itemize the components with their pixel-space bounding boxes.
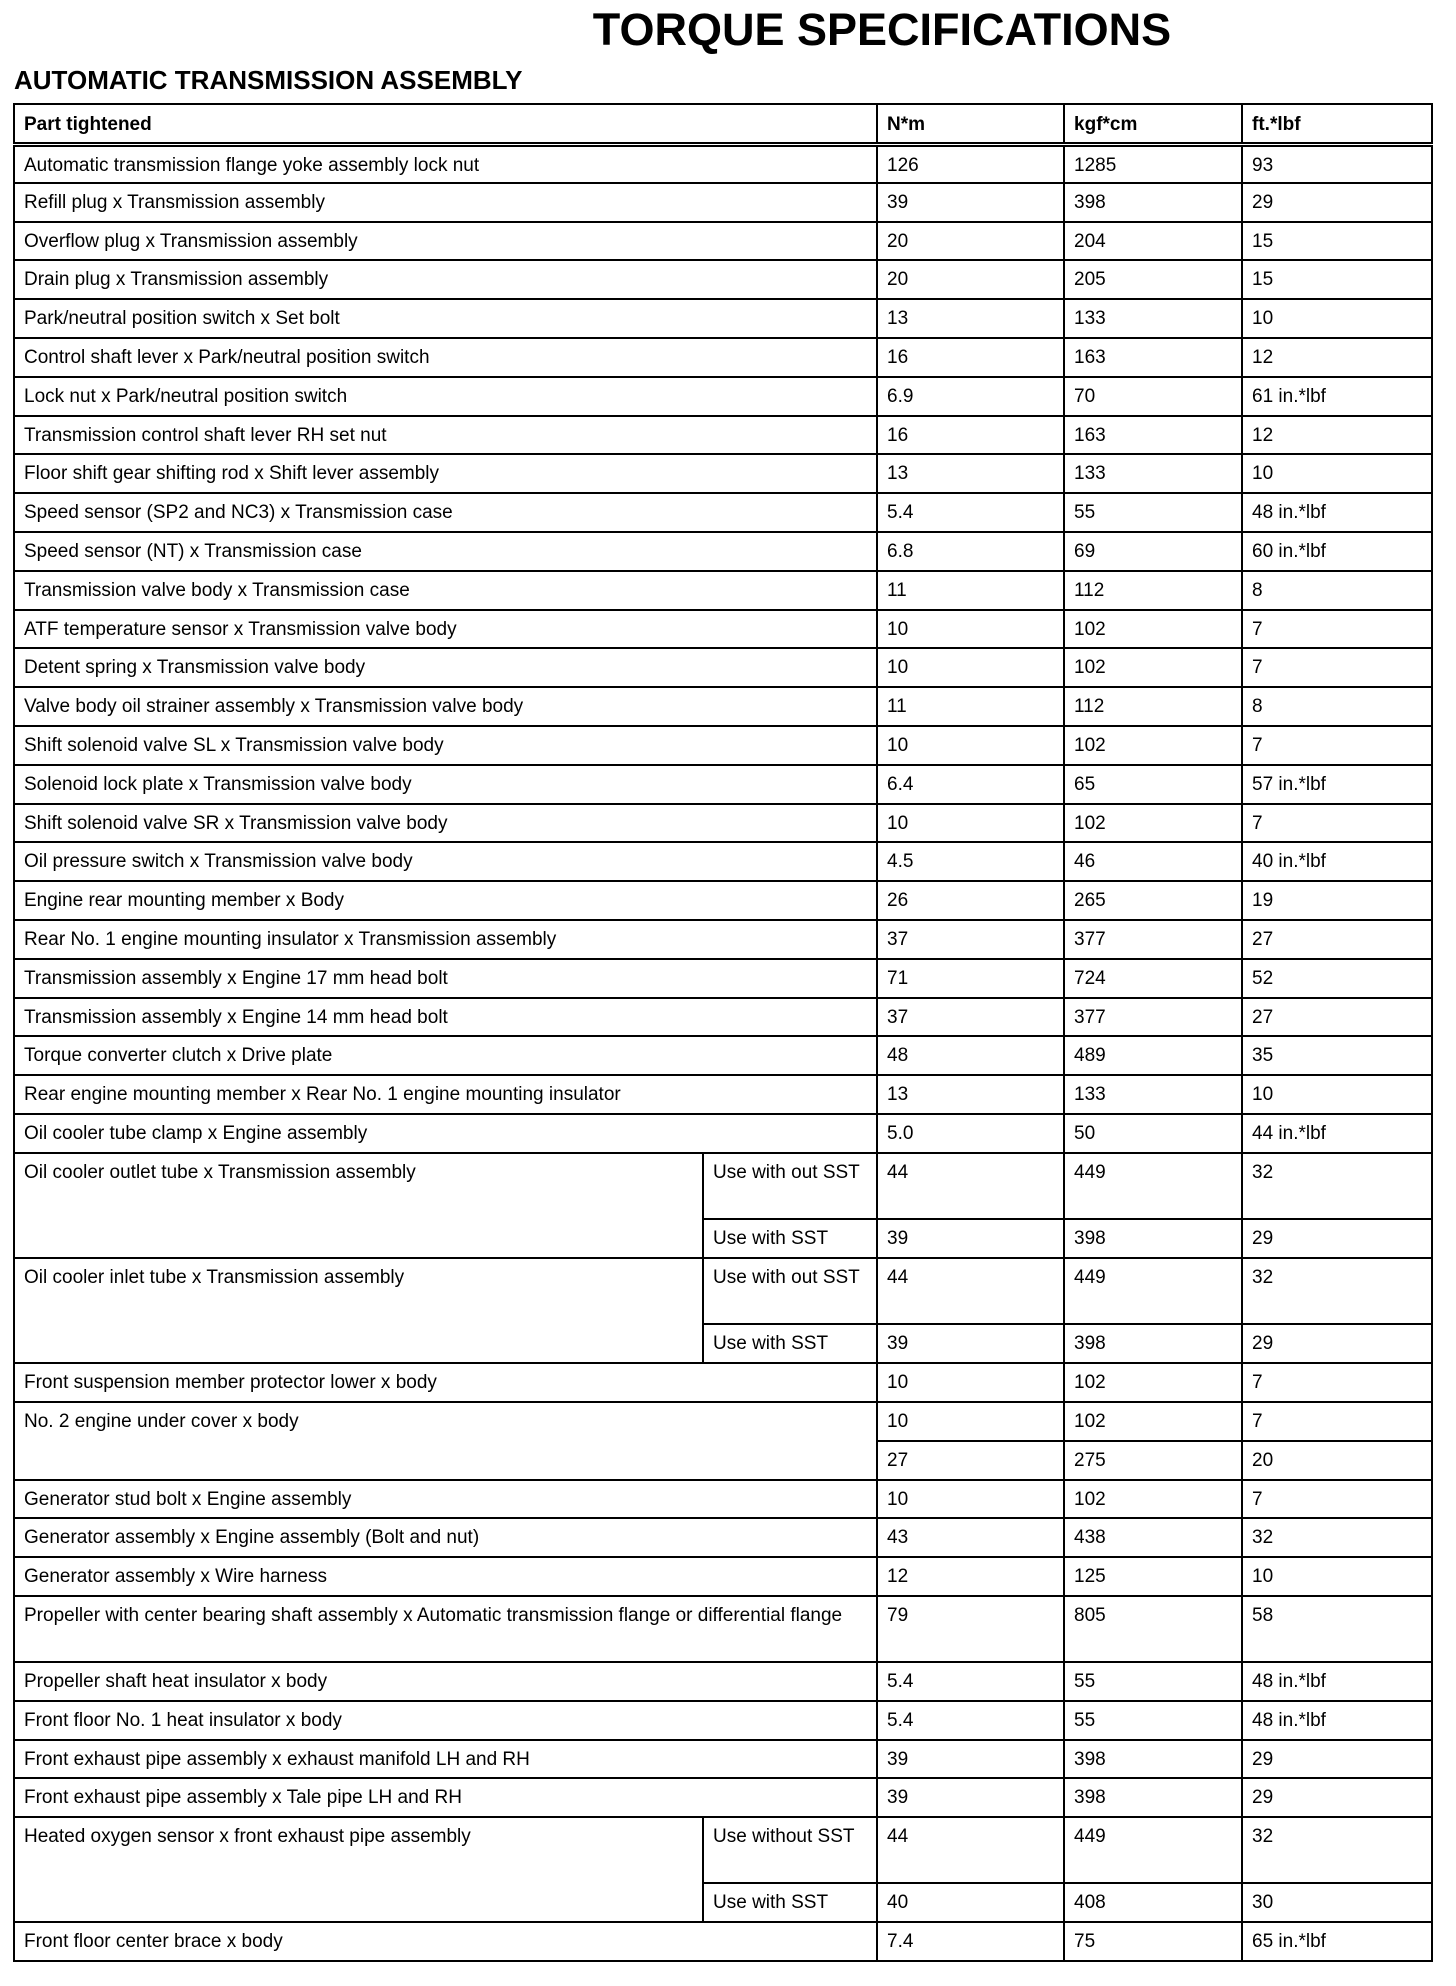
- table-row: [14, 260, 1432, 299]
- table-row: [14, 920, 1432, 959]
- ftlbf-cell: 32: [1242, 1258, 1432, 1324]
- header-part-tightened: Part tightened: [14, 104, 877, 144]
- kgfcm-cell: 438: [1064, 1518, 1242, 1557]
- header-ftlbf: ft.*lbf: [1242, 104, 1432, 144]
- nm-cell: 10: [877, 610, 1064, 649]
- ftlbf-cell: 10: [1242, 454, 1432, 493]
- part-cell: Valve body oil strainer assembly x Transmission valve body: [14, 687, 877, 726]
- table-row: [14, 1596, 1432, 1662]
- ftlbf-cell: 27: [1242, 920, 1432, 959]
- part-cell: Oil cooler tube clamp x Engine assembly: [14, 1114, 877, 1153]
- nm-cell: 37: [877, 920, 1064, 959]
- ftlbf-cell: 61 in.*lbf: [1242, 377, 1432, 416]
- part-cell: Shift solenoid valve SL x Transmission valve body: [14, 726, 877, 765]
- nm-cell: 48: [877, 1036, 1064, 1075]
- table-row: [14, 804, 1432, 843]
- part-cell: Front exhaust pipe assembly x exhaust manifold LH and RH: [14, 1740, 877, 1779]
- ftlbf-cell: 7: [1242, 610, 1432, 649]
- kgfcm-cell: 102: [1064, 804, 1242, 843]
- part-cell: Transmission valve body x Transmission case: [14, 571, 877, 610]
- ftlbf-cell: 7: [1242, 804, 1432, 843]
- kgfcm-cell: 724: [1064, 959, 1242, 998]
- nm-cell: 16: [877, 416, 1064, 455]
- ftlbf-cell: 32: [1242, 1518, 1432, 1557]
- table-row: [14, 1817, 1432, 1883]
- kgfcm-cell: 377: [1064, 998, 1242, 1037]
- part-cell: Generator stud bolt x Engine assembly: [14, 1480, 877, 1519]
- part-cell: Engine rear mounting member x Body: [14, 881, 877, 920]
- ftlbf-cell: 7: [1242, 726, 1432, 765]
- part-cell: Front suspension member protector lower x body: [14, 1363, 877, 1402]
- table-row: [14, 571, 1432, 610]
- part-cell: Front floor center brace x body: [14, 1922, 877, 1961]
- kgfcm-cell: 398: [1064, 1324, 1242, 1363]
- part-cell: Heated oxygen sensor x front exhaust pipe assembly: [14, 1817, 703, 1922]
- kgfcm-cell: 102: [1064, 610, 1242, 649]
- kgfcm-cell: 55: [1064, 1701, 1242, 1740]
- table-row: [14, 726, 1432, 765]
- table-row: [14, 998, 1432, 1037]
- table-row: [14, 1036, 1432, 1075]
- kgfcm-cell: 1285: [1064, 144, 1242, 183]
- nm-cell: 40: [877, 1883, 1064, 1922]
- nm-cell: 10: [877, 726, 1064, 765]
- nm-cell: 20: [877, 260, 1064, 299]
- nm-cell: 11: [877, 687, 1064, 726]
- ftlbf-cell: 60 in.*lbf: [1242, 532, 1432, 571]
- table-row: [14, 1075, 1432, 1114]
- nm-cell: 10: [877, 648, 1064, 687]
- table-row: [14, 1363, 1432, 1402]
- nm-cell: 11: [877, 571, 1064, 610]
- ftlbf-cell: 44 in.*lbf: [1242, 1114, 1432, 1153]
- table-row: [14, 222, 1432, 261]
- ftlbf-cell: 12: [1242, 338, 1432, 377]
- nm-cell: 10: [877, 1480, 1064, 1519]
- table-row: [14, 1701, 1432, 1740]
- ftlbf-cell: 15: [1242, 222, 1432, 261]
- table-row: [14, 881, 1432, 920]
- table-row: [14, 377, 1432, 416]
- part-cell: Speed sensor (NT) x Transmission case: [14, 532, 877, 571]
- part-cell: Refill plug x Transmission assembly: [14, 183, 877, 222]
- condition-cell: Use with SST: [703, 1324, 877, 1363]
- kgfcm-cell: 163: [1064, 338, 1242, 377]
- ftlbf-cell: 32: [1242, 1817, 1432, 1883]
- ftlbf-cell: 29: [1242, 183, 1432, 222]
- ftlbf-cell: 7: [1242, 1363, 1432, 1402]
- nm-cell: 126: [877, 144, 1064, 183]
- kgfcm-cell: 275: [1064, 1441, 1242, 1480]
- kgfcm-cell: 112: [1064, 687, 1242, 726]
- table-row: [14, 299, 1432, 338]
- ftlbf-cell: 48 in.*lbf: [1242, 493, 1432, 532]
- nm-cell: 27: [877, 1441, 1064, 1480]
- table-row: [14, 610, 1432, 649]
- table-row: [14, 687, 1432, 726]
- ftlbf-cell: 8: [1242, 687, 1432, 726]
- part-cell: Transmission assembly x Engine 17 mm head bolt: [14, 959, 877, 998]
- nm-cell: 6.9: [877, 377, 1064, 416]
- table-row: [14, 842, 1432, 881]
- nm-cell: 37: [877, 998, 1064, 1037]
- nm-cell: 6.8: [877, 532, 1064, 571]
- nm-cell: 39: [877, 1778, 1064, 1817]
- ftlbf-cell: 30: [1242, 1883, 1432, 1922]
- part-cell: Floor shift gear shifting rod x Shift lever assembly: [14, 454, 877, 493]
- kgfcm-cell: 112: [1064, 571, 1242, 610]
- table-row: [14, 532, 1432, 571]
- kgfcm-cell: 133: [1064, 299, 1242, 338]
- part-cell: Torque converter clutch x Drive plate: [14, 1036, 877, 1075]
- nm-cell: 13: [877, 454, 1064, 493]
- table-row: [14, 416, 1432, 455]
- part-cell: Lock nut x Park/neutral position switch: [14, 377, 877, 416]
- nm-cell: 5.4: [877, 1701, 1064, 1740]
- part-cell: Transmission control shaft lever RH set nut: [14, 416, 877, 455]
- part-cell: Generator assembly x Wire harness: [14, 1557, 877, 1596]
- ftlbf-cell: 27: [1242, 998, 1432, 1037]
- kgfcm-cell: 204: [1064, 222, 1242, 261]
- ftlbf-cell: 65 in.*lbf: [1242, 1922, 1432, 1961]
- part-cell: Oil pressure switch x Transmission valve body: [14, 842, 877, 881]
- table-row: [14, 959, 1432, 998]
- ftlbf-cell: 29: [1242, 1778, 1432, 1817]
- ftlbf-cell: 48 in.*lbf: [1242, 1701, 1432, 1740]
- kgfcm-cell: 46: [1064, 842, 1242, 881]
- part-cell: Propeller shaft heat insulator x body: [14, 1662, 877, 1701]
- kgfcm-cell: 398: [1064, 1740, 1242, 1779]
- table-row: [14, 454, 1432, 493]
- part-cell: Control shaft lever x Park/neutral position switch: [14, 338, 877, 377]
- page-title: TORQUE SPECIFICATIONS: [592, 4, 1172, 55]
- nm-cell: 5.4: [877, 493, 1064, 532]
- nm-cell: 16: [877, 338, 1064, 377]
- ftlbf-cell: 35: [1242, 1036, 1432, 1075]
- kgfcm-cell: 449: [1064, 1817, 1242, 1883]
- part-cell: Detent spring x Transmission valve body: [14, 648, 877, 687]
- kgfcm-cell: 102: [1064, 1480, 1242, 1519]
- kgfcm-cell: 449: [1064, 1258, 1242, 1324]
- ftlbf-cell: 8: [1242, 571, 1432, 610]
- kgfcm-cell: 205: [1064, 260, 1242, 299]
- part-cell: Solenoid lock plate x Transmission valve body: [14, 765, 877, 804]
- torque-spec-table: [13, 103, 1433, 1962]
- ftlbf-cell: 29: [1242, 1740, 1432, 1779]
- table-row: [14, 493, 1432, 532]
- part-cell: Drain plug x Transmission assembly: [14, 260, 877, 299]
- kgfcm-cell: 55: [1064, 1662, 1242, 1701]
- ftlbf-cell: 93: [1242, 144, 1432, 183]
- part-cell: No. 2 engine under cover x body: [14, 1402, 877, 1480]
- kgfcm-cell: 50: [1064, 1114, 1242, 1153]
- ftlbf-cell: 7: [1242, 1402, 1432, 1441]
- condition-cell: Use with SST: [703, 1883, 877, 1922]
- nm-cell: 10: [877, 804, 1064, 843]
- kgfcm-cell: 408: [1064, 1883, 1242, 1922]
- kgfcm-cell: 102: [1064, 726, 1242, 765]
- nm-cell: 71: [877, 959, 1064, 998]
- kgfcm-cell: 102: [1064, 1363, 1242, 1402]
- kgfcm-cell: 449: [1064, 1153, 1242, 1219]
- condition-cell: Use with SST: [703, 1219, 877, 1258]
- ftlbf-cell: 10: [1242, 1557, 1432, 1596]
- part-cell: Oil cooler outlet tube x Transmission assembly: [14, 1153, 703, 1258]
- ftlbf-cell: 7: [1242, 648, 1432, 687]
- table-row: [14, 1922, 1432, 1961]
- ftlbf-cell: 48 in.*lbf: [1242, 1662, 1432, 1701]
- nm-cell: 6.4: [877, 765, 1064, 804]
- kgfcm-cell: 265: [1064, 881, 1242, 920]
- nm-cell: 39: [877, 1324, 1064, 1363]
- nm-cell: 13: [877, 299, 1064, 338]
- table-header-row: [14, 104, 1432, 144]
- part-cell: Front exhaust pipe assembly x Tale pipe LH and RH: [14, 1778, 877, 1817]
- part-cell: Speed sensor (SP2 and NC3) x Transmission case: [14, 493, 877, 532]
- kgfcm-cell: 398: [1064, 1219, 1242, 1258]
- nm-cell: 5.4: [877, 1662, 1064, 1701]
- kgfcm-cell: 75: [1064, 1922, 1242, 1961]
- part-cell: Propeller with center bearing shaft assembly x Automatic transmission flange or differential flange: [14, 1596, 877, 1662]
- nm-cell: 10: [877, 1402, 1064, 1441]
- nm-cell: 5.0: [877, 1114, 1064, 1153]
- part-cell: Rear No. 1 engine mounting insulator x Transmission assembly: [14, 920, 877, 959]
- table-row: [14, 144, 1432, 183]
- table-row: [14, 1662, 1432, 1701]
- kgfcm-cell: 70: [1064, 377, 1242, 416]
- table-row: [14, 1258, 1432, 1324]
- header-nm: N*m: [877, 104, 1064, 144]
- table-row: [14, 1153, 1432, 1219]
- ftlbf-cell: 32: [1242, 1153, 1432, 1219]
- condition-cell: Use with out SST: [703, 1258, 877, 1324]
- nm-cell: 12: [877, 1557, 1064, 1596]
- part-cell: Transmission assembly x Engine 14 mm head bolt: [14, 998, 877, 1037]
- nm-cell: 43: [877, 1518, 1064, 1557]
- kgfcm-cell: 65: [1064, 765, 1242, 804]
- kgfcm-cell: 489: [1064, 1036, 1242, 1075]
- ftlbf-cell: 12: [1242, 416, 1432, 455]
- part-cell: Generator assembly x Engine assembly (Bolt and nut): [14, 1518, 877, 1557]
- table-row: [14, 1557, 1432, 1596]
- nm-cell: 13: [877, 1075, 1064, 1114]
- part-cell: ATF temperature sensor x Transmission valve body: [14, 610, 877, 649]
- table-row: [14, 1778, 1432, 1817]
- section-title: AUTOMATIC TRANSMISSION ASSEMBLY: [14, 65, 523, 95]
- table-row: [14, 1480, 1432, 1519]
- kgfcm-cell: 805: [1064, 1596, 1242, 1662]
- kgfcm-cell: 102: [1064, 1402, 1242, 1441]
- ftlbf-cell: 57 in.*lbf: [1242, 765, 1432, 804]
- part-cell: Overflow plug x Transmission assembly: [14, 222, 877, 261]
- table-row: [14, 1402, 1432, 1441]
- table-row: [14, 183, 1432, 222]
- part-cell: Oil cooler inlet tube x Transmission assembly: [14, 1258, 703, 1363]
- nm-cell: 10: [877, 1363, 1064, 1402]
- nm-cell: 4.5: [877, 842, 1064, 881]
- ftlbf-cell: 40 in.*lbf: [1242, 842, 1432, 881]
- nm-cell: 39: [877, 1219, 1064, 1258]
- kgfcm-cell: 102: [1064, 648, 1242, 687]
- part-cell: Park/neutral position switch x Set bolt: [14, 299, 877, 338]
- kgfcm-cell: 133: [1064, 454, 1242, 493]
- kgfcm-cell: 398: [1064, 183, 1242, 222]
- condition-cell: Use with out SST: [703, 1153, 877, 1219]
- part-cell: Front floor No. 1 heat insulator x body: [14, 1701, 877, 1740]
- kgfcm-cell: 125: [1064, 1557, 1242, 1596]
- nm-cell: 44: [877, 1258, 1064, 1324]
- nm-cell: 26: [877, 881, 1064, 920]
- condition-cell: Use without SST: [703, 1817, 877, 1883]
- kgfcm-cell: 55: [1064, 493, 1242, 532]
- kgfcm-cell: 398: [1064, 1778, 1242, 1817]
- table-row: [14, 1740, 1432, 1779]
- kgfcm-cell: 69: [1064, 532, 1242, 571]
- table-row: [14, 1518, 1432, 1557]
- nm-cell: 7.4: [877, 1922, 1064, 1961]
- ftlbf-cell: 29: [1242, 1219, 1432, 1258]
- nm-cell: 79: [877, 1596, 1064, 1662]
- nm-cell: 44: [877, 1153, 1064, 1219]
- part-cell: Automatic transmission flange yoke assembly lock nut: [14, 144, 877, 183]
- ftlbf-cell: 58: [1242, 1596, 1432, 1662]
- table-row: [14, 338, 1432, 377]
- part-cell: Shift solenoid valve SR x Transmission valve body: [14, 804, 877, 843]
- table-row: [14, 648, 1432, 687]
- ftlbf-cell: 10: [1242, 1075, 1432, 1114]
- ftlbf-cell: 10: [1242, 299, 1432, 338]
- nm-cell: 44: [877, 1817, 1064, 1883]
- ftlbf-cell: 29: [1242, 1324, 1432, 1363]
- header-kgfcm: kgf*cm: [1064, 104, 1242, 144]
- table-row: [14, 765, 1432, 804]
- ftlbf-cell: 19: [1242, 881, 1432, 920]
- nm-cell: 39: [877, 183, 1064, 222]
- kgfcm-cell: 377: [1064, 920, 1242, 959]
- table-row: [14, 1114, 1432, 1153]
- kgfcm-cell: 133: [1064, 1075, 1242, 1114]
- kgfcm-cell: 163: [1064, 416, 1242, 455]
- ftlbf-cell: 52: [1242, 959, 1432, 998]
- ftlbf-cell: 15: [1242, 260, 1432, 299]
- ftlbf-cell: 20: [1242, 1441, 1432, 1480]
- ftlbf-cell: 7: [1242, 1480, 1432, 1519]
- part-cell: Rear engine mounting member x Rear No. 1 engine mounting insulator: [14, 1075, 877, 1114]
- nm-cell: 39: [877, 1740, 1064, 1779]
- nm-cell: 20: [877, 222, 1064, 261]
